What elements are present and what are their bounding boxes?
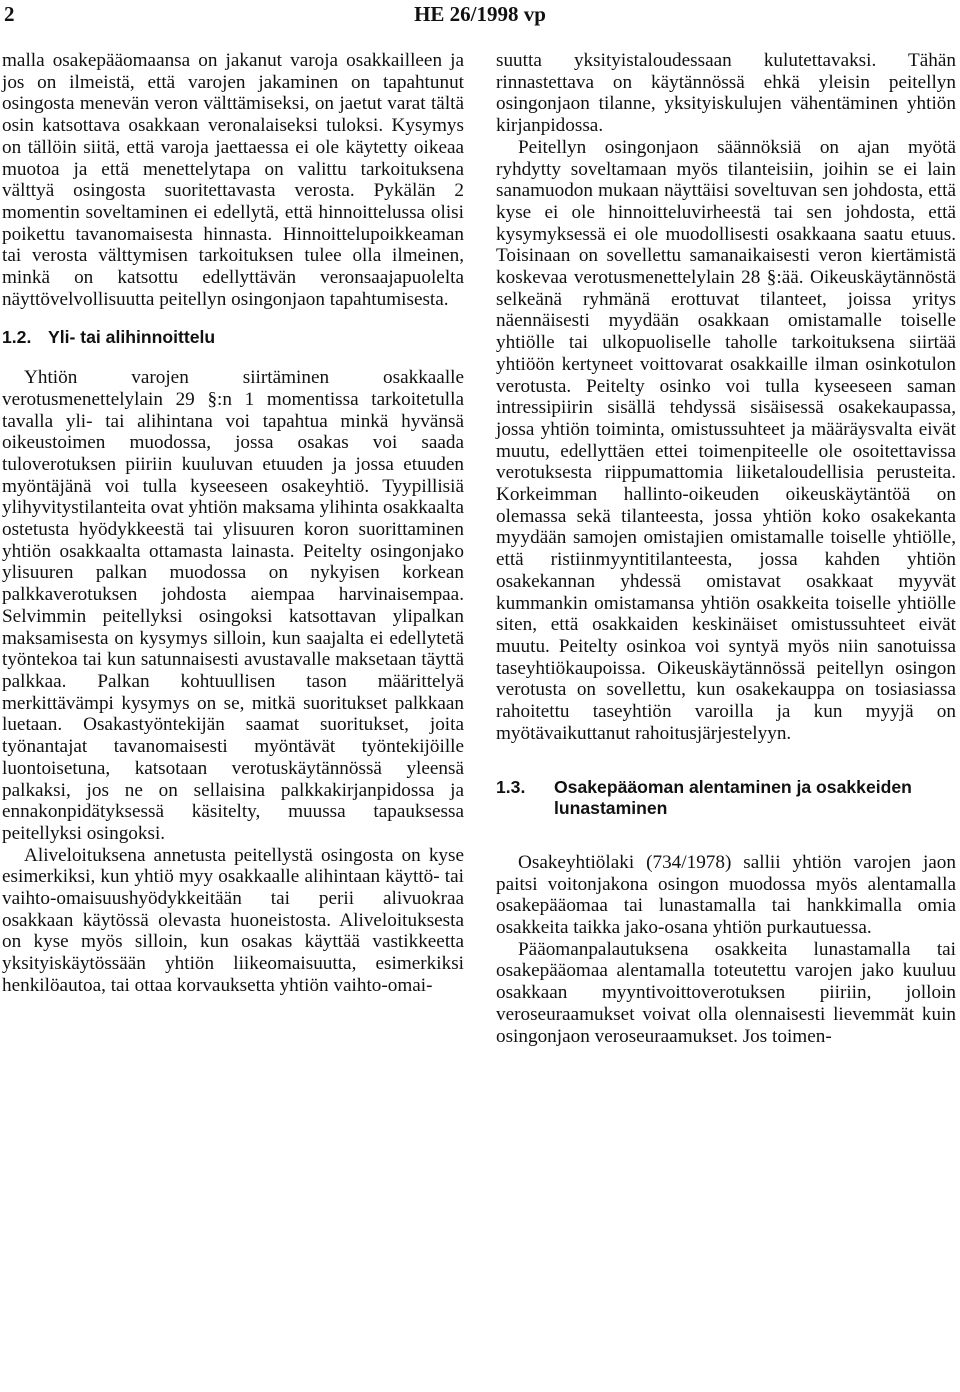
paragraph: Yhtiön varojen siirtäminen osakkaalle verotusmenettelylain 29 §:n 1 momentissa tarkoitetulla tavalla yli- tai alihintana voi tapahtua minkä hyvänsä oikeustoimen muodossa, jossa osakas voi saada tuloverotuksen piiriin kuuluvan etuuden ja jossa etuuden myöntäjänä voi tulla kyseeseen osakeyhtiö. Tyypillisiä ylihyvitystilanteita ovat yhtiön maksama ylihinta osakkaalta ostetusta hyödykkeestä tai ylisuuren koron suorittaminen yhtiön osakkaalta ottamasta lainasta. Peitelty osingonjako ylisuuren palkan muodossa on nykyisen korkean palkkaverotuksen johdosta aiempaa harvinaisempaa. Selvimmin peitellyksi osingoksi katsottavan ylipalkan maksamisesta on kysymys silloin, kun saajalta ei edellytetä työntekoa tai kun satunnaisesti avustavalle maksetaan täyttä palkkaa. Palkan kohtuullisen tason määrittelyä merkittävämpi kysymys on se, mitkä suoritukset palkkaan luetaan. Osakastyöntekijän saamat suoritukset, joita työnantajat tavanomaisesti myöntävät työntekijöille luontoisetuna, katsotaan verotuskäytännössä yleensä palkaksi, jos ne on sellaisina palkkakirjanpidossa ja ennakonpidätyksessä käsitelty, muussa tapauksessa peitellyksi osingoksi. xyxy=(2,367,464,844)
page-header xyxy=(0,0,960,40)
document-id: HE 26/1998 vp xyxy=(414,2,546,26)
section-heading-1-3 xyxy=(496,777,956,820)
section-number: 1.3. xyxy=(496,776,526,797)
paragraph: Aliveloituksena annetusta peitellystä osingosta on kyse esimerkiksi, kun yhtiö myy osakkaalle alihintaan käyttö- tai vaihto-omaisuushyödykkeitään tai perii alivuokraa osakkaan käytössä olevasta huoneistosta. Aliveloituksesta on kyse myös silloin, kun osakas käyttää vastikkeetta yksityiskäytössään yhtiön liikeomaisuutta, esimerkiksi henkilöautoa, tai ottaa korvauksetta yhtiön vaihto-omai- xyxy=(2,844,464,996)
section-title: Yli- tai alihinnoittelu xyxy=(48,327,216,348)
left-column xyxy=(2,50,464,997)
section-heading-1-2 xyxy=(2,327,464,349)
paragraph: suutta yksityistaloudessaan kulutettavaksi. Tähän rinnastettava on käytännössä ehkä yleisin peitellyn osingonjaon tilanne, yksityiskulujen vähentäminen yhtiön kirjanpidossa. xyxy=(496,50,956,137)
section-number: 1.2. xyxy=(2,327,32,348)
paragraph: Peitellyn osingonjaon säännöksiä on ajan myötä ryhdytty soveltamaan myös tilanteisiin, joihin se ei lain sanamuodon mukaan näyttäisi soveltuvan sen johdosta, että kyse ei ole hinnoitteluvirheestä tai sen johdosta, että kysymyksessä ei ole muodollisesti osakkaana saatu etuus. Toisinaan on sovellettu samanaikaisesti veron kiertämistä koskevaa verotusmenettelylain 28 §:ää. Oikeuskäytännöstä selkeänä ryhmänä erottuvat tilanteet, joissa yritys näennäisesti myydään osakkaan omistamalle toiselle yhtiölle tai ulkopuoliselle taholle tarkoituksena siirtää yhtiöön kertyneet voittovarat osakkaille ilman osinkotulon verotusta. Peitelty osinko voi tulla kyseeseen saman intressipiirin sisällä tehdyssä sisäisessä osakekaupassa, jossa yhtiön toiminta, omistussuhteet ja määräysvalta eivät muutu, edellyttäen ettei toimenpiteelle ole osoitettavissa verotuksesta riippumattomia liiketaloudellisia perusteita. Korkeimman hallinto-oikeuden oikeuskäytäntöä on olemassa sekä tilanteesta, jossa yhtiön koko osakekanta myydään samojen omistajien omistamalle toiselle yhtiölle, että ristiinmyyntitilanteesta, jossa kahden yhtiön osakekannan yhdessä omistavat osakkaat myyvät kummankin omistamansa yhtiön osakkeita toiselle yhtiölle siten, että osakkaiden keskinäiset omistussuhteet eivät muutu. Peitelty osinkoa voi syntyä myös niin sanotuissa taseyhtiökaupoissa. Oikeuskäytännössä peitellyn osingon verotusta on sovellettu, kun osakekauppa on tosiasiassa rahoitettu taseyhtiön varoilla ja kun myyjä on myötävaikuttanut rahoitusjärjestelyyn. xyxy=(496,136,956,744)
paragraph: Osakeyhtiölaki (734/1978) sallii yhtiön varojen jaon paitsi voitonjakona osingon muodossa myös alentamalla osakepääomaa tai lunastamalla tai hankkimalla omia osakkeita taikka jako-osana yhtiön purkautuessa. xyxy=(496,851,956,939)
paragraph: malla osakepääomaansa on jakanut varoja osakkailleen ja jos on ilmeistä, että varojen jakaminen on tapahtunut osingosta menevän veron välttämiseksi, on jaetut varat tältä osin katsottava osakkaan veronalaiseksi tuloksi. Kysymys on tällöin siitä, että varoja jaettaessa ei ole käytetty oikeaa muotoa ja että menettelytapa on valittu tarkoituksena välttyä osingosta suoritettavasta verosta. Pykälän 2 momentin soveltaminen ei edellytä, että hinnoittelussa olisi poikettu tavanomaisesta hinnasta. Hinnoittelupoikkeaman tai verosta välttymisen tarkoituksen tulee olla ilmeinen, minkä on katsottu edellyttävän veronsaajapuolelta näyttövelvollisuutta peitellyn osingonjaon tapahtumisesta. xyxy=(2,50,464,310)
page-number: 2 xyxy=(4,2,15,26)
section-title: Osakepääoman alentaminen ja osakkeiden lunastaminen xyxy=(554,776,912,819)
paragraph: Pääomanpalautuksena osakkeita lunastamalla tai osakepääomaa alentamalla toteutettu varojen jako kuuluu osakkaan myyntivoittoverotuksen piiriin, jolloin veroseuraamukset voivat olla olennaisesti lievemmät kuin osingonjaon veroseuraamukset. Jos toimen- xyxy=(496,938,956,1047)
right-column xyxy=(496,50,956,1047)
